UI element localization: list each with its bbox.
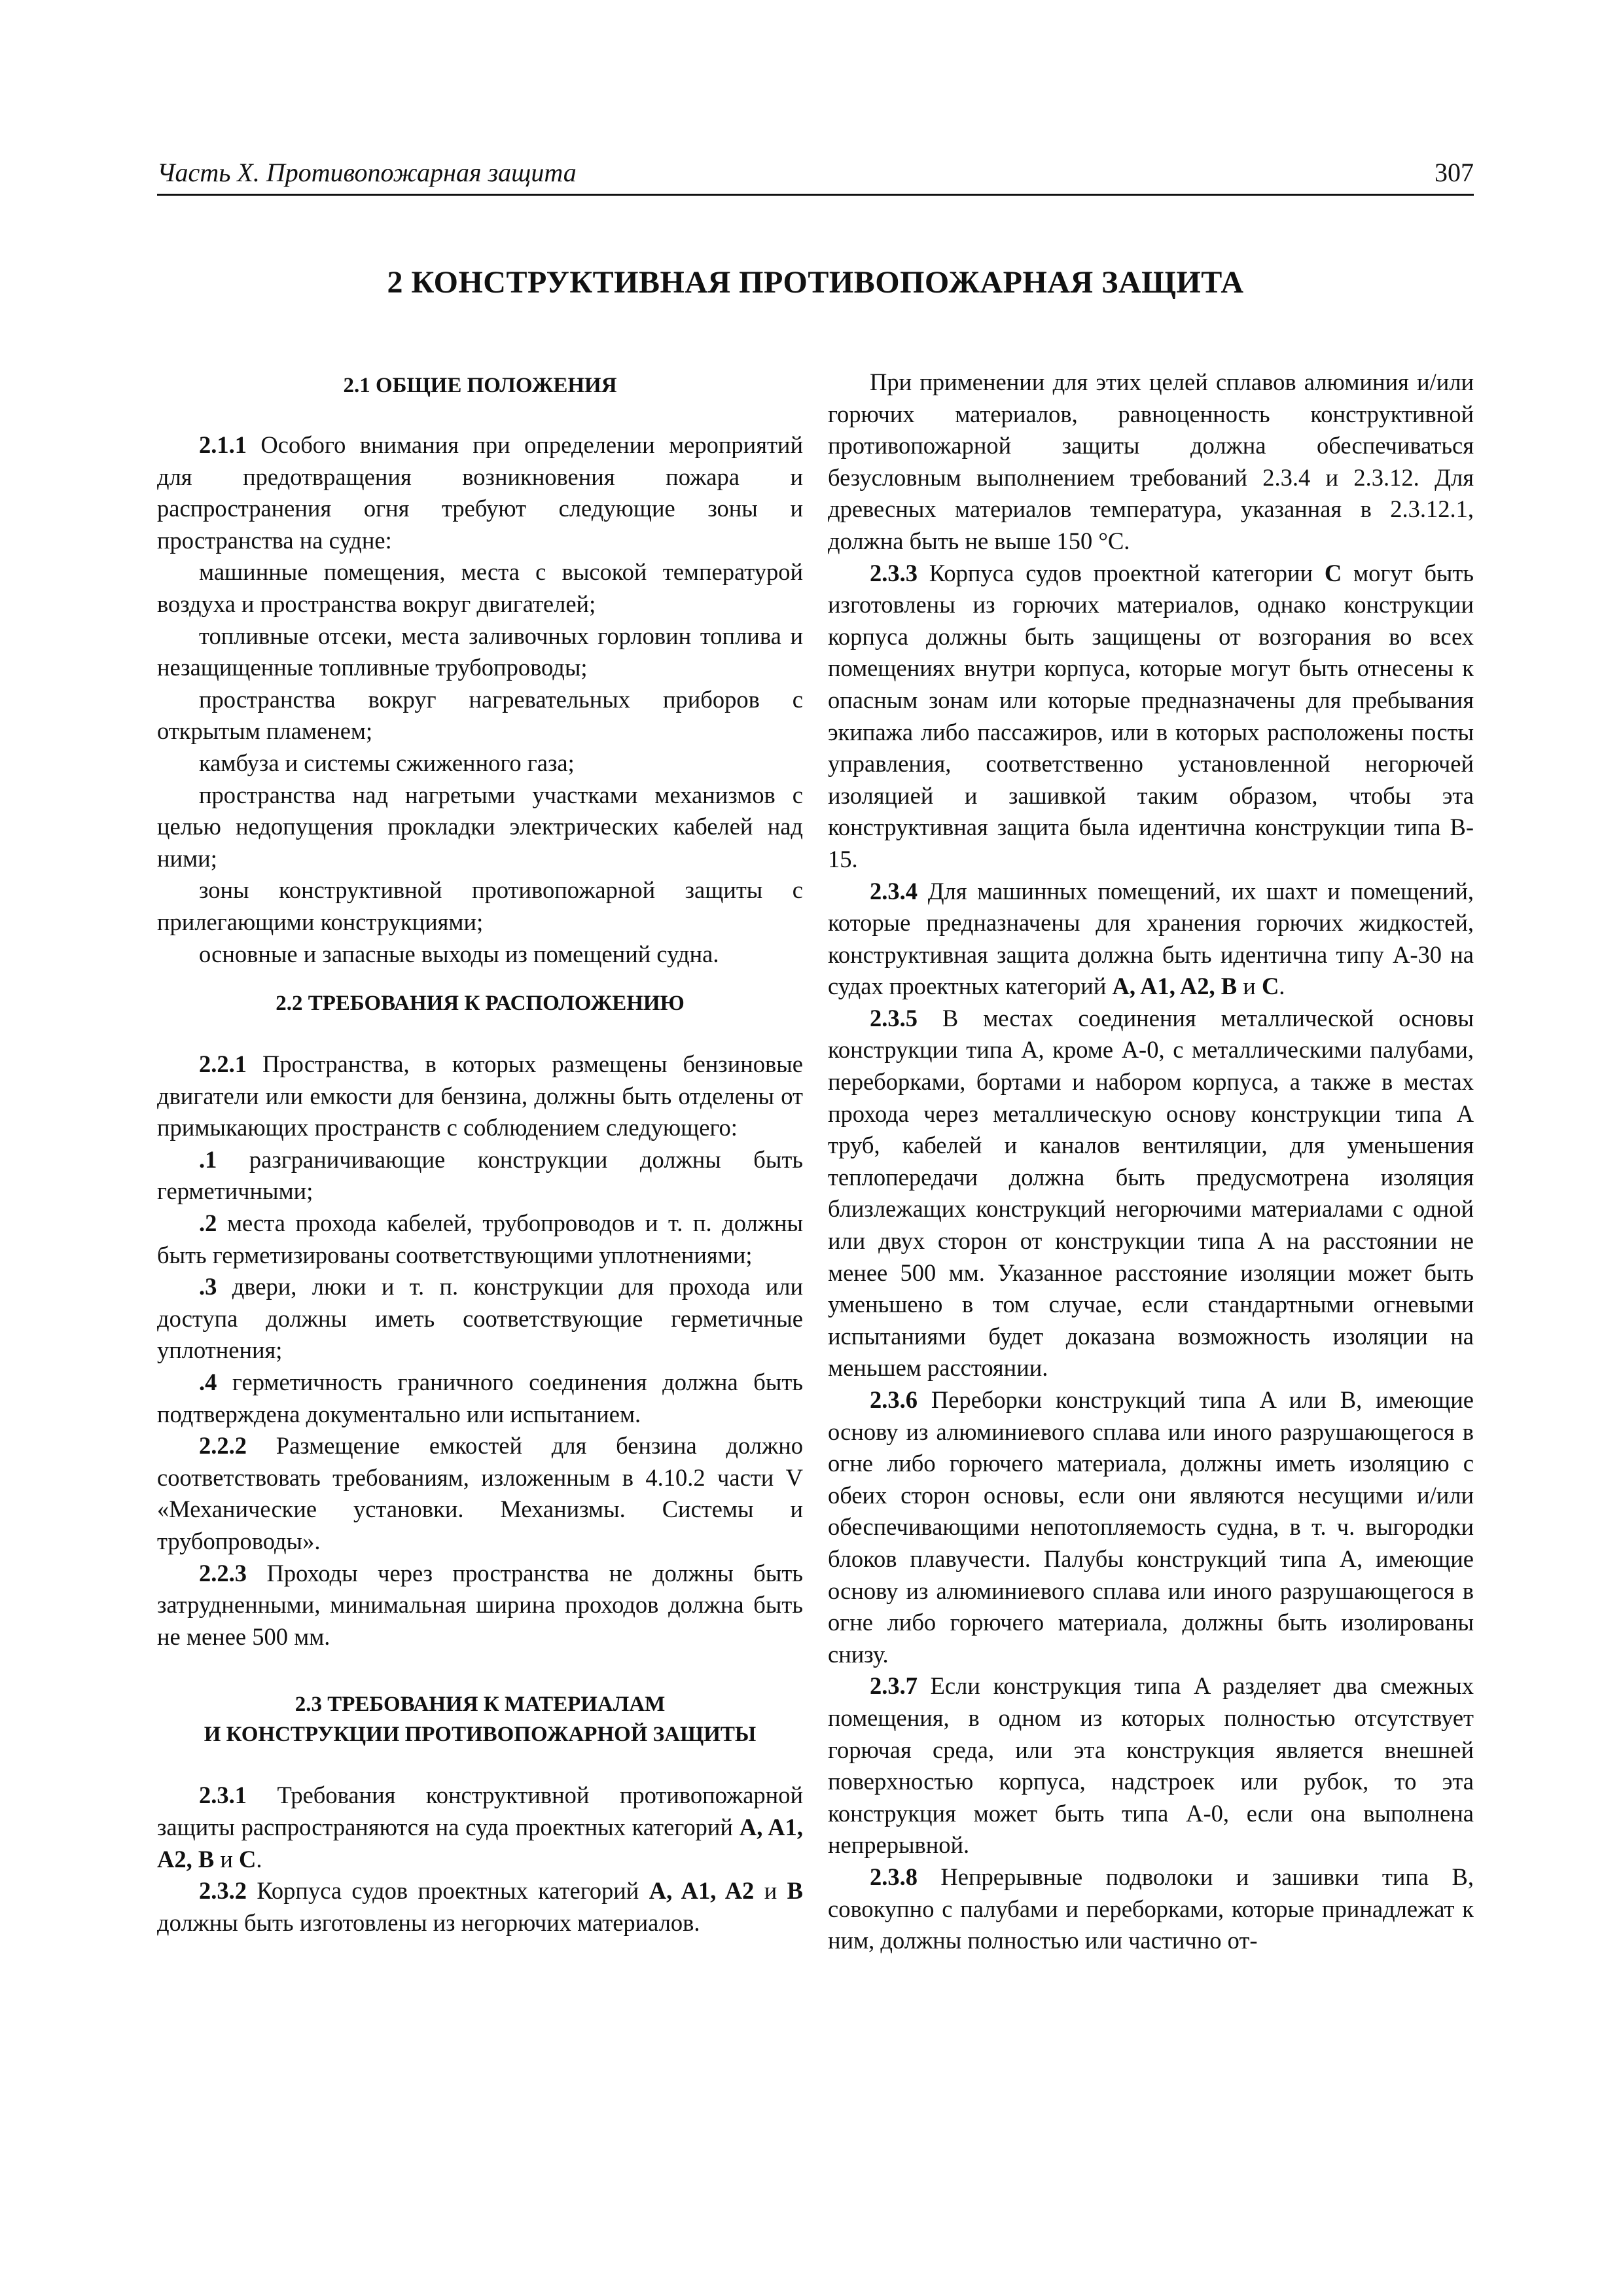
subitem-number: .4 (199, 1369, 217, 1396)
left-column (157, 367, 803, 1939)
subitem-text: герметичность граничного соединения должна быть подтверждена документально или испытанием. (157, 1369, 803, 1427)
section-2-3-heading-line-2: И КОНСТРУКЦИИ ПРОТИВОПОЖАРНОЙ ЗАЩИТЫ (204, 1723, 757, 1747)
page-number: 307 (1435, 158, 1474, 187)
paragraph-2-3-7 (828, 1670, 1474, 1861)
paragraph-end: . (256, 1845, 262, 1873)
paragraph-text: Особого внимания при определении мероприятий для предотвращения возникновения пожара и распространения огня требуют следующие зоны и пространства на судне: (157, 431, 803, 554)
conjunction: и (1237, 973, 1262, 1000)
category-list: A, A1, A2, B (157, 1813, 803, 1873)
category-list: A, A1, A2, B (1112, 973, 1238, 1000)
list-item: камбуза и системы сжиженного газа; (199, 749, 575, 776)
subitem-text: места прохода кабелей, трубопроводов и т. п. должны быть герметизированы соответствующими уплотнениями; (157, 1210, 803, 1268)
section-2-3-heading (157, 1689, 803, 1749)
subitem-1 (157, 1144, 803, 1208)
paragraph-2-3-5 (828, 1003, 1474, 1384)
chapter-title: 2 КОНСТРУКТИВНАЯ ПРОТИВОПОЖАРНАЯ ЗАЩИТА (387, 265, 1244, 300)
paragraph-2-3-6 (828, 1384, 1474, 1670)
paragraph-2-3-2-continued: При применении для этих целей сплавов алюминия и/или горючих материалов, равноценность конструктивной противопожарной защиты должна обеспечиваться безусловным выполнением требований 2.3.4 и 2.3.12. Для древесных материалов температура, указанная в 2.3.12.1, должна быть не выше 150 °C. (828, 368, 1474, 554)
paragraph-text: В местах соединения металлической основы конструкции типа A, кроме A-0, с металлическими палубами, переборками, бортами и набором корпуса, а также в местах прохода через металлическую основу конструкции типа A труб, кабелей и каналов вентиляции, для уменьшения теплопередачи должна быть предусмотрена изоляция близлежащих конструкций негорючими материалами с одной или двух сторон от конструкции типа A на расстоянии не менее 500 мм. Указанное расстояние изоляции может быть уменьшено в том случае, если стандартными огневыми испытаниями будет доказана возможность изоляции на меньшем расстоянии. (828, 1004, 1474, 1382)
conjunction: и (214, 1845, 240, 1873)
category-list: A, A1, A2 (649, 1877, 755, 1905)
paragraph-2-3-3 (828, 558, 1474, 876)
subitem-4 (157, 1367, 803, 1430)
paragraph-number: 2.3.6 (870, 1386, 918, 1413)
paragraph-number: 2.1.1 (199, 431, 247, 458)
paragraph-text: Переборки конструкций типа A или B, имеющие основу из алюминиевого сплава или иного разрушающегося в огне либо горючего материала, должны иметь изоляцию с обеих сторон основы, если они являются несущими и/или обеспечивающими непотопляемость судна, в т. ч. выгородки блоков плавучести. Палубы конструкций типа A, имеющие основу из алюминиевого сплава или иного разрушающегося в огне либо горючего материала, должны быть изолированы снизу. (828, 1386, 1474, 1668)
section-2-3-heading-line-1: 2.3 ТРЕБОВАНИЯ К МАТЕРИАЛАМ (294, 1693, 666, 1717)
paragraph-number: 2.2.2 (199, 1432, 247, 1460)
right-column (828, 367, 1474, 1957)
paragraph-2-2-2 (157, 1430, 803, 1557)
paragraph-end: . (1279, 973, 1285, 1000)
subitem-2 (157, 1208, 803, 1271)
paragraph-number: 2.3.1 (199, 1782, 247, 1809)
subitem-number: .3 (199, 1273, 217, 1300)
paragraph-end: должны быть изготовлены из негорючих материалов. (157, 1909, 700, 1936)
paragraph-2-2-1 (157, 1049, 803, 1144)
category-last: B (787, 1877, 803, 1905)
running-header (157, 154, 1474, 196)
paragraph-text: Если конструкция типа A разделяет два смежных помещения, в одном из которых полностью отсутствует горючая среда, или эта конструкция является внешней поверхностью корпуса, надстроек или рубок, то эта конструкция может быть типа A-0, если она выполнена непрерывной. (828, 1672, 1474, 1859)
list-item: пространства над нагретыми участками механизмов с целью недопущения прокладки электрических кабелей над ними; (157, 781, 803, 872)
paragraph-number: 2.3.5 (870, 1004, 918, 1031)
paragraph-text: Для машинных помещений, их шахт и помещений, которые предназначены для хранения горючих жидкостей, конструктивная защита должна быть идентична типу A-30 на судах проектных категорий (828, 877, 1474, 1000)
category-last: C (1261, 973, 1279, 1000)
category-last: C (239, 1845, 257, 1873)
conjunction: и (754, 1877, 787, 1905)
list-item: зоны конструктивной противопожарной защиты с прилегающими конструкциями; (157, 876, 803, 935)
paragraph-number: 2.2.1 (199, 1050, 247, 1078)
paragraph-rest: могут быть изготовлены из горючих материалов, однако конструкции корпуса должны быть защищены от возгорания во всех помещениях внутри корпуса, которые могут быть отнесены к опасным зонам или которые предназначены для пребывания экипажа либо пассажиров, или в которых расположены посты управления, соответственно установленной негорючей изоляцией и зашивкой таким образом, чтобы эта конструктивная защита была идентична конструкции типа B-15. (828, 559, 1474, 872)
subitem-3 (157, 1271, 803, 1367)
paragraph-2-3-8 (828, 1861, 1474, 1957)
subitem-text: двери, люки и т. п. конструкции для прохода или доступа должны иметь соответствующие герметичные уплотнения; (157, 1273, 803, 1364)
paragraph-text: Корпуса судов проектных категорий (247, 1877, 649, 1905)
category-letter: C (1324, 559, 1342, 586)
section-2-1-heading: 2.1 ОБЩИЕ ПОЛОЖЕНИЯ (343, 374, 617, 397)
paragraph-text: Пространства, в которых размещены бензиновые двигатели или емкости для бензина, должны быть отделены от примыкающих пространств с соблюдением следующего: (157, 1050, 803, 1141)
section-2-2-heading: 2.2 ТРЕБОВАНИЯ К РАСПОЛОЖЕНИЮ (276, 992, 685, 1016)
paragraph-text: Проходы через пространства не должны быть затрудненными, минимальная ширина проходов должна быть не менее 500 мм. (157, 1559, 803, 1650)
running-title: Часть X. Противопожарная защита (157, 158, 577, 187)
paragraph-number: 2.3.4 (870, 877, 918, 905)
paragraph-2-3-1 (157, 1780, 803, 1875)
list-item: топливные отсеки, места заливочных горловин топлива и незащищенные топливные трубопроводы; (157, 622, 803, 681)
paragraph-2-2-3 (157, 1558, 803, 1653)
paragraph-2-1-1 (157, 429, 803, 556)
paragraph-number: 2.2.3 (199, 1559, 247, 1587)
list-item: машинные помещения, места с высокой температурой воздуха и пространства вокруг двигателей; (157, 558, 803, 617)
paragraph-2-3-4 (828, 876, 1474, 1003)
paragraph-text: Требования конструктивной противопожарной защиты распространяются на суда проектных категорий (157, 1782, 803, 1840)
paragraph-number: 2.3.2 (199, 1877, 247, 1905)
paragraph-number: 2.3.3 (870, 559, 918, 586)
subitem-number: .1 (199, 1145, 217, 1173)
paragraph-number: 2.3.7 (870, 1672, 918, 1700)
subitem-text: разграничивающие конструкции должны быть герметичными; (157, 1145, 803, 1205)
subitem-number: .2 (199, 1210, 217, 1237)
paragraph-text: Непрерывные подволоки и зашивки типа B, совокупно с палубами и переборками, которые принадлежат к ним, должны полностью или частично от- (828, 1863, 1474, 1954)
list-item: основные и запасные выходы из помещений судна. (199, 940, 719, 967)
paragraph-text: Размещение емкостей для бензина должно соответствовать требованиям, изложенным в 4.10.2 части V «Механические установки. Механизмы. Системы и трубопроводы». (157, 1432, 803, 1554)
list-item: пространства вокруг нагревательных приборов с открытым пламенем; (157, 685, 803, 745)
paragraph-number: 2.3.8 (870, 1863, 918, 1890)
paragraph-text: Корпуса судов проектной категории (918, 559, 1325, 586)
paragraph-2-3-2 (157, 1875, 803, 1939)
